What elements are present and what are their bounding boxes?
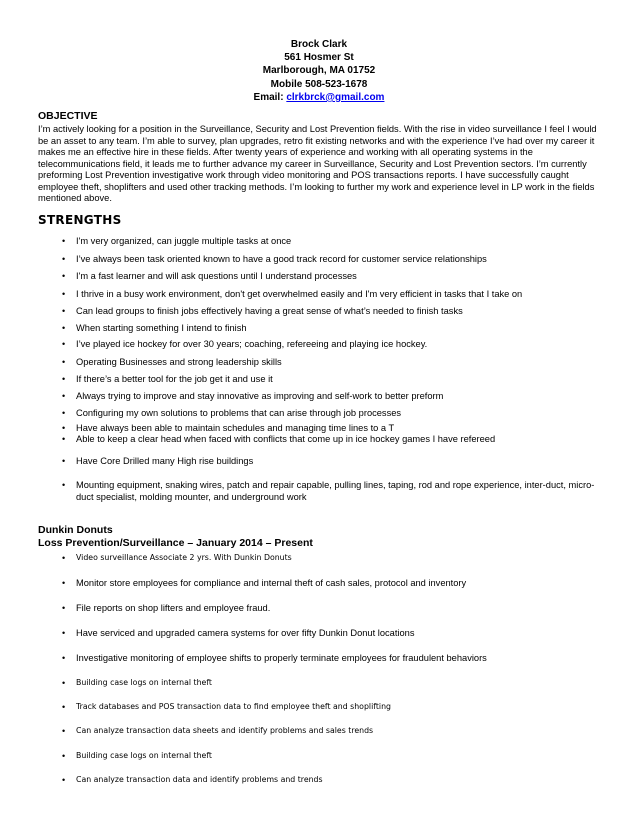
- strengths-heading: STRENGTHS: [38, 213, 122, 227]
- bullet-icon: •: [62, 434, 66, 444]
- bullet-icon: •: [62, 603, 66, 613]
- job-role-dates: Loss Prevention/Surveillance – January 2014 – Present: [38, 537, 313, 549]
- email-line: [0, 91, 638, 104]
- bullet-icon: •: [62, 357, 66, 367]
- bullet-icon: •: [62, 456, 66, 466]
- bullet-icon: •: [62, 653, 66, 663]
- bullet-icon: •: [62, 578, 66, 588]
- employer-name: Dunkin Donuts: [38, 524, 113, 536]
- resume-page: Brock Clark 561 Hosmer St Marlborough, MA 01752 Mobile 508-523-1678 Email: clrkbrck@gmail.com OBJECTIVE I’m actively looking for a position in the Surveillance, Security and Lost Prevention fields. With the rise in video surveillance I feel I would be an asset to any team. I’m able to survey, plan upgrades, retro fit existing networks and with the experience I’ve had over my career it makes me an effective hire in these fields. After twenty years of experience and working with all operating systems in the telecommunications field, it leads me to further advance my career in Surveillance, Security and Lost Prevention sectors. I’m currently preforming Lost Prevention investigative work through video monitoring and POS transactions reports. I have successfully caught employee theft, shoplifters and used other tracking methods. I’m looking to further my work and experience level in LP work in the fields mentioned above. STRENGTHS • I'm very organized, can juggle multiple tasks at once • I’ve always been task oriented known to have a good track record for customer service relationships • I'm a fast learner and will ask questions until I understand processes • I thrive in a busy work environment, don't get overwhelmed easily and I'm very efficient in tasks that I take on • Can lead groups to finish jobs effectively having a great sense of what’s needed to finish tasks • When starting something I intend to finish • I’ve played ice hockey for over 30 years; coaching, refereeing and playing ice hockey. • Operating Businesses and strong leadership skills • If there’s a better tool for the job get it and use it • Always trying to improve and stay innovative as improving and self-work to better preform • Configuring my own solutions to problems that can arise through job processes • Have always been able to maintain schedules and managing time lines to a T • Able to keep a clear head when faced with conflicts that come up in ice hockey games I have refereed • Have Core Drilled many High rise buildings • Mounting equipment, snaking wires, patch and repair capable, pulling lines, taping, rod and rope experience, inter-duct, micro-duct specialist, molding mounter, and underground work Dunkin Donuts Loss Prevention/Surveillance – January 2014 – Present • Video surveillance Associate 2 yrs. With Dunkin Donuts • Monitor store employees for compliance and internal theft of cash sales, protocol and inventory • File reports on shop lifters and employee fraud. • Have serviced and upgraded camera systems for over fifty Dunkin Donut locations • Investigative monitoring of employee shifts to properly terminate employees for fraudulent behaviors • Building case logs on internal theft • Track databases and POS transaction data to find employee theft and shoplifting • Can analyze transaction data sheets and identify problems and sales trends • Building case logs on internal theft • Can analyze transaction data and identify problems and trends: [0, 0, 638, 826]
- objective-heading: OBJECTIVE: [38, 110, 98, 122]
- bullet-icon: •: [62, 628, 66, 638]
- bullet-icon: •: [62, 480, 66, 490]
- bullet-icon: •: [62, 254, 66, 264]
- bullet-icon: •: [62, 702, 66, 712]
- bullet-icon: •: [62, 374, 66, 384]
- bullet-icon: •: [62, 323, 66, 333]
- bullet-icon: •: [62, 306, 66, 316]
- bullet-icon: •: [62, 553, 66, 563]
- bullet-icon: •: [62, 751, 66, 761]
- email-label: Email:: [253, 91, 287, 103]
- city-state-zip: Marlborough, MA 01752: [262, 65, 376, 77]
- bullet-icon: •: [62, 408, 66, 418]
- email-link[interactable]: clrkbrck@gmail.com: [286, 91, 385, 103]
- bullet-icon: •: [62, 339, 66, 349]
- bullet-icon: •: [62, 391, 66, 401]
- contact-header: [0, 38, 638, 104]
- bullet-icon: •: [62, 423, 66, 433]
- bullet-icon: •: [62, 726, 66, 736]
- bullet-icon: •: [62, 271, 66, 281]
- bullet-icon: •: [62, 289, 66, 299]
- street-address: 561 Hosmer St: [284, 52, 354, 64]
- bullet-icon: •: [62, 236, 66, 246]
- applicant-name: Brock Clark: [290, 39, 348, 50]
- bullet-icon: •: [62, 678, 66, 688]
- mobile-number: Mobile 508-523-1678: [270, 78, 368, 90]
- objective-paragraph: I’m actively looking for a position in the Surveillance, Security and Lost Prevention fields. With the rise in video surveillance I feel I would be an asset to any team. I’m able to survey, plan upgrades, retro fit existing networks and with the experience I’ve had over my career it makes me an effective hire in these fields. After twenty years of experience and working with all operating systems in the telecommunications field, it leads me to further advance my career in Surveillance, Security and Lost Prevention sectors. I’m currently preforming Lost Prevention investigative work through video monitoring and POS transactions reports. I have successfully caught employee theft, shoplifters and used other tracking methods. I’m looking to further my work and experience level in LP work in the fields mentioned above.: [38, 124, 597, 203]
- bullet-icon: •: [62, 775, 66, 785]
